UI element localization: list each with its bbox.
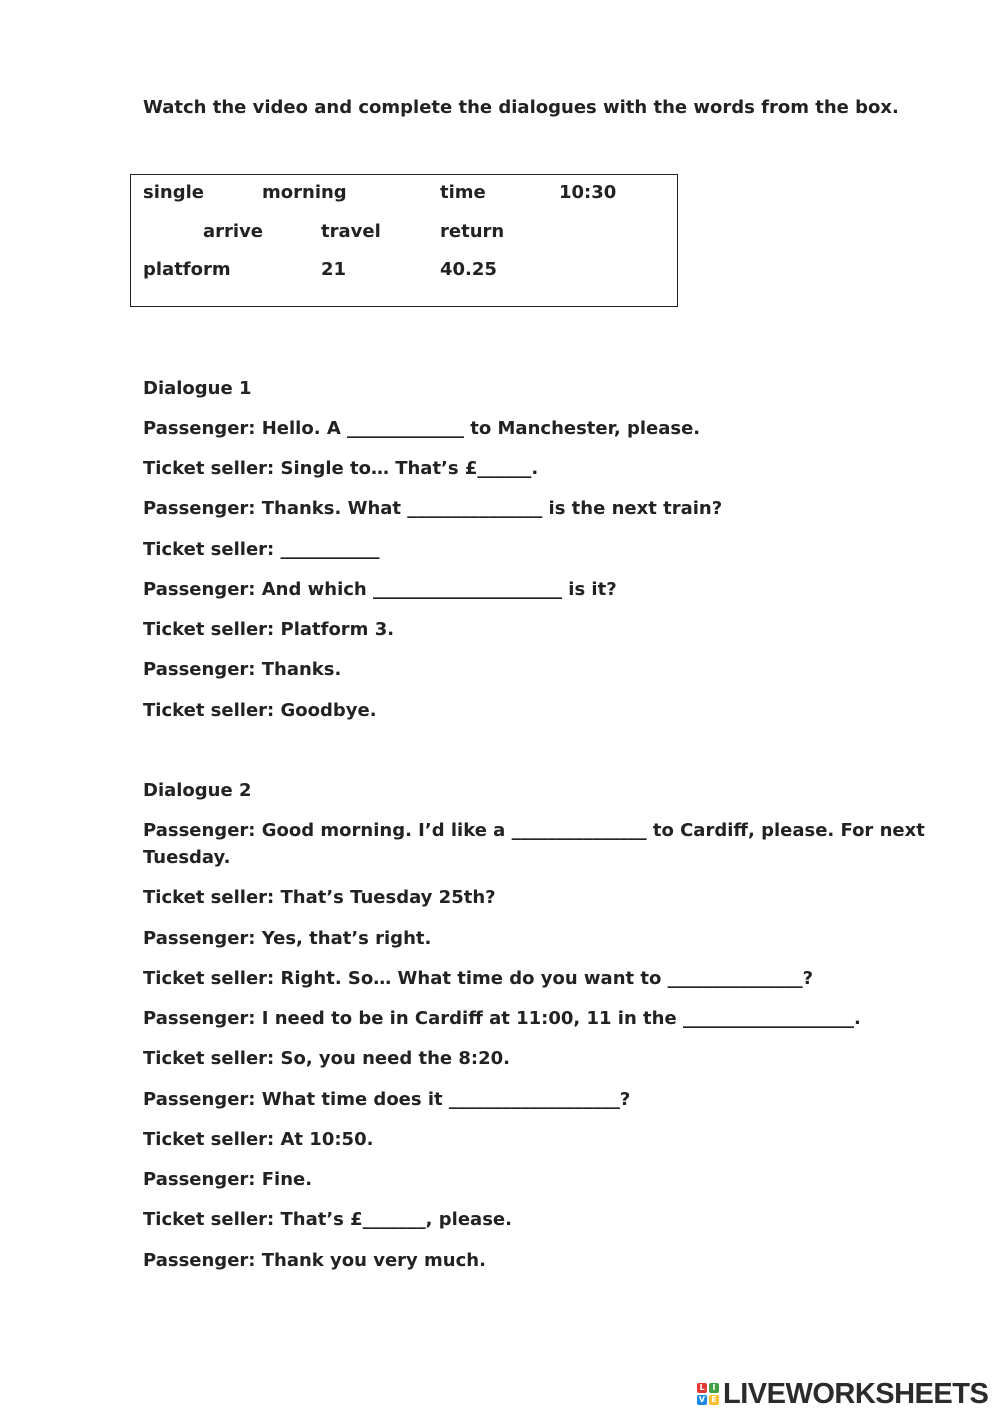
logo-letter-e: E: [709, 1395, 719, 1405]
instructions: Watch the video and complete the dialogues with the words from the box.: [143, 97, 899, 118]
liveworksheets-logo: [697, 1376, 988, 1412]
dialogue2-line: Passenger: Good morning. I’d like a _______________ to Cardiff, please. For next Tuesday.: [143, 820, 925, 868]
word-morning: morning: [262, 182, 347, 203]
dialogue2-line: Ticket seller: So, you need the 8:20.: [143, 1048, 510, 1069]
dialogue2-line: Passenger: I need to be in Cardiff at 11:00, 11 in the ___________________.: [143, 1008, 861, 1029]
word-return: return: [440, 221, 505, 242]
word-travel: travel: [321, 221, 381, 242]
dialogue2-line: Passenger: What time does it ___________________?: [143, 1089, 631, 1110]
word-platform: platform: [143, 259, 231, 280]
word-21: 21: [321, 259, 347, 280]
logo-letter-l: L: [697, 1383, 707, 1393]
dialogue2-title: Dialogue 2: [143, 780, 252, 801]
dialogue1-line: Passenger: Thanks. What _______________ is the next train?: [143, 498, 723, 519]
dialogue2-line: Passenger: Thank you very much.: [143, 1250, 486, 1271]
dialogue1-line: Passenger: Thanks.: [143, 659, 342, 680]
logo-mark-icon: [697, 1383, 719, 1405]
dialogue2-line: Passenger: Fine.: [143, 1169, 313, 1190]
word-1030: 10:30: [559, 182, 617, 203]
dialogue2-line: Ticket seller: That’s Tuesday 25th?: [143, 887, 496, 908]
dialogue1-line: Ticket seller: Single to… That’s £______.: [143, 458, 539, 479]
dialogue2-line: Ticket seller: At 10:50.: [143, 1129, 374, 1150]
logo-letter-i: I: [709, 1383, 719, 1393]
dialogue1-line: Passenger: And which _____________________ is it?: [143, 579, 617, 600]
dialogue2-line: Ticket seller: That’s £_______, please.: [143, 1209, 512, 1230]
word-time: time: [440, 182, 486, 203]
dialogue1-line: Passenger: Hello. A _____________ to Manchester, please.: [143, 418, 701, 439]
dialogue2-line: Ticket seller: Right. So… What time do you want to _______________?: [143, 968, 814, 989]
dialogue1-line: Ticket seller: ___________: [143, 539, 380, 560]
word-4025: 40.25: [440, 259, 497, 280]
word-single: single: [143, 182, 204, 203]
logo-text: LIVEWORKSHEETS: [723, 1377, 989, 1410]
logo-letter-v: V: [698, 1395, 706, 1404]
dialogue1-line: Ticket seller: Platform 3.: [143, 619, 395, 640]
dialogue1-title: Dialogue 1: [143, 378, 252, 399]
dialogue2-line: Passenger: Yes, that’s right.: [143, 928, 432, 949]
dialogue1-line: Ticket seller: Goodbye.: [143, 700, 377, 721]
word-box: [130, 174, 678, 307]
word-arrive: arrive: [203, 221, 264, 242]
